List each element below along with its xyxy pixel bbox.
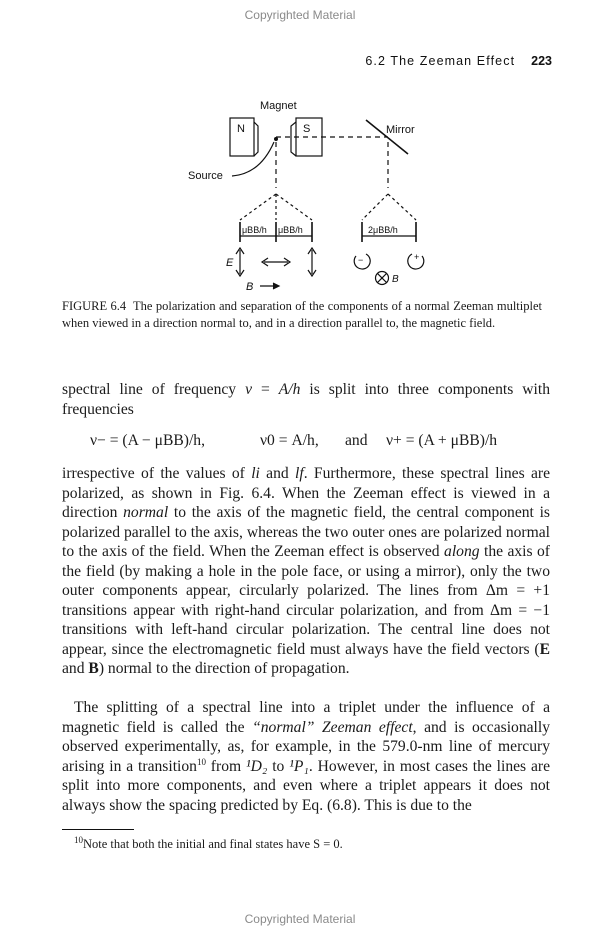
p3-text-3: from: [205, 757, 246, 775]
figure-caption: [62, 298, 542, 332]
p2-b-bold: B: [88, 660, 99, 677]
source-dot: [274, 137, 278, 141]
spacing-right: 2μBB/h: [368, 225, 398, 235]
b-dot-label: B: [392, 274, 399, 285]
zeeman-diagram: [170, 96, 450, 296]
p2-text-1: irrespective of the values of: [62, 465, 252, 482]
paragraph-1: [62, 380, 550, 419]
plus-sign: +: [414, 252, 420, 262]
footnote-rule: [62, 829, 134, 830]
p3-text-1: The splitting of a spectral line into a triplet under the influence of a magnetic field is called the: [62, 699, 550, 736]
p2-text-5: the axis of the field (by making a hole in the pole face, or using a mirror), only the two outer components appear, circularly polarized. The lines from Δm = +1 transitions appear with right-hand circular polarization, and from Δm = −1 transitions with left-hand circular polarization. The central line does not appear, since the electromagnetic field must always have the field vectors (: [62, 543, 550, 658]
p1-text-a: spectral line of frequency: [62, 381, 246, 398]
p1-nu: ν: [245, 381, 252, 398]
eq-nu-minus: ν− = (A − μBB)/h,: [90, 432, 206, 449]
e-label: E: [226, 257, 234, 269]
source-label: Source: [188, 170, 223, 182]
spacing-left-1: μBB/h: [242, 225, 267, 235]
north-pole-face: [254, 122, 258, 156]
caption-label: FIGURE 6.4: [62, 299, 127, 313]
p1-text-c: is split into three components with frequencies: [62, 381, 550, 418]
mirror-label: Mirror: [386, 124, 415, 136]
p2-text-4: to the axis of the magnetic field, the central component is polarized parallel to the axis, whereas the two outer ones are polarized normal to the axis of the field. When the Zeeman effect is observed: [62, 504, 550, 560]
p2-lf: lf: [295, 465, 304, 482]
zeeman-figure: [170, 96, 450, 296]
p3-text-4: to: [267, 757, 290, 775]
footnote-10: [74, 834, 343, 852]
source-leader: [232, 142, 274, 176]
paragraph-3: [62, 698, 550, 815]
p2-along: along: [444, 543, 480, 560]
copyright-bottom: Copyrighted Material: [244, 912, 356, 926]
p2-text-7: ) normal to the direction of propagation.: [98, 660, 350, 677]
spacing-left-2: μBB/h: [278, 225, 303, 235]
p3-normal-zeeman: “normal” Zeeman effect: [252, 718, 413, 736]
p3-text-2: , and is occasionally observed experimentally, as, for example, in the 579.0-nm line of mercury arising in a transition: [62, 718, 550, 775]
north-pole-label: N: [237, 123, 245, 135]
p1-frac: A/h: [278, 381, 301, 398]
minus-sign: −: [358, 255, 364, 265]
caption-text: The polarization and separation of the components of a normal Zeeman multiplet when viewed in a direction normal to, and in a direction parallel to, the magnetic field.: [62, 299, 542, 330]
south-pole-face: [291, 122, 296, 156]
magnet-label: Magnet: [260, 100, 297, 112]
p3-term-d: ¹D₂: [245, 757, 268, 775]
copyright-top: Copyrighted Material: [244, 8, 356, 22]
p1-text-b: =: [252, 381, 279, 398]
footnote-ref-10[interactable]: 10: [196, 756, 206, 767]
eq-nu-plus: ν+ = (A + μBB)/h: [386, 432, 498, 449]
p2-text-6: and: [62, 660, 89, 677]
p2-e-bold: E: [539, 640, 550, 658]
p3-term-p: ¹P₁: [289, 757, 309, 775]
footnote-text: Note that both the initial and final states have S = 0.: [83, 837, 343, 851]
eq-nu-zero: ν0 = A/h,: [260, 432, 319, 449]
south-pole-label: S: [303, 123, 311, 135]
p2-text-3: . Furthermore, these spectral lines are polarized, as shown in Fig. 6.4. When the Zeeman effect is viewed in a direction: [62, 465, 551, 521]
b-label: B: [246, 281, 254, 293]
p3-text-5: . However, in most cases the lines are split into more components, and even where a triplet appears it does not always show the spacing predicted by Eq. (6.8). This is due to the: [62, 757, 550, 814]
p2-text-2: and: [259, 465, 296, 482]
page-number: 223: [531, 54, 552, 68]
p2-normal: normal: [123, 504, 169, 521]
p2-li: li: [251, 465, 260, 482]
running-header: [365, 54, 552, 68]
paragraph-2: [62, 464, 550, 679]
footnote-mark: 10: [74, 834, 83, 845]
eq-and: and: [345, 432, 368, 449]
section-title: 6.2 The Zeeman Effect: [365, 54, 516, 68]
